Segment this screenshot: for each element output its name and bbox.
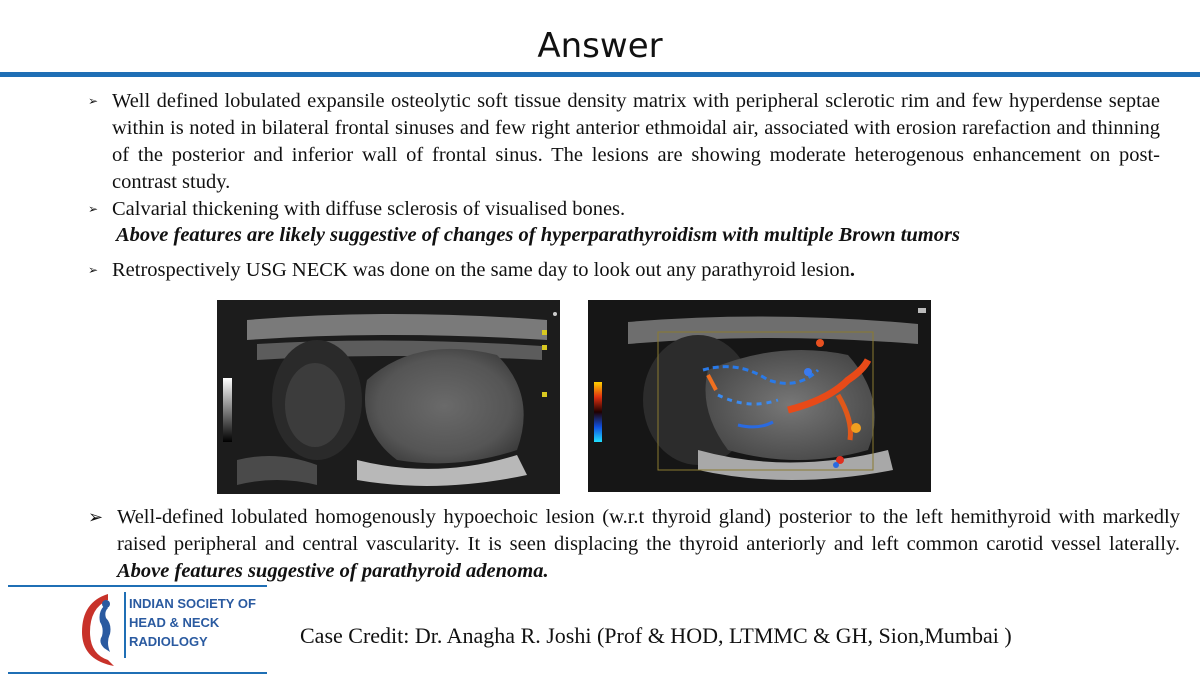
finding-text-3: Retrospectively USG NECK was done on the same day to look out any parathyroid lesion: [112, 259, 850, 281]
society-name-line-2: HEAD & NECK: [129, 615, 220, 630]
slide-title: Answer: [537, 26, 663, 66]
arrow-bullet-icon: ➢: [88, 202, 99, 216]
impression-text: Above features are likely suggestive of changes of hyperparathyroidism with multiple Brown tumors: [116, 224, 960, 246]
ultrasound-grayscale-image: [217, 300, 560, 494]
finding-text-4: Well-defined lobulated homogenously hypoechoic lesion (w.r.t thyroid gland) posterior to the left hemithyroid with markedly raised peripheral and central vascularity. It is seen displacing the thyroid anteriorly and left common carotid vessel laterally.: [117, 506, 1180, 555]
society-name-line-3: RADIOLOGY: [129, 634, 208, 649]
ultrasound-doppler-graphic: [588, 300, 931, 492]
finding-item-3: [88, 257, 1160, 284]
ultrasound-grayscale-graphic: [217, 300, 560, 494]
society-name-line-1: INDIAN SOCIETY OF: [129, 596, 256, 611]
logo-divider: [124, 592, 126, 658]
arrow-bullet-icon: ➢: [88, 94, 99, 108]
finding-text-2: Calvarial thickening with diffuse sclerosis of visualised bones.: [112, 198, 626, 220]
finding-item-2: [88, 196, 1160, 223]
title-divider: [0, 72, 1200, 77]
findings-list: [88, 88, 1160, 223]
logo-bottom-rule: [8, 672, 267, 674]
finding-text-3-period: .: [849, 259, 855, 281]
logo-top-rule: [8, 585, 267, 587]
arrow-bullet-icon: ➢: [88, 263, 99, 277]
ultrasound-doppler-image: [588, 300, 931, 492]
case-credit: Case Credit: Dr. Anagha R. Joshi (Prof & HOD, LTMMC & GH, Sion,Mumbai ): [300, 623, 1012, 648]
society-name: [129, 594, 256, 651]
finding-item-1: [88, 88, 1160, 196]
finding-item-4: [88, 504, 1180, 585]
arrow-bullet-icon: ➢: [88, 507, 104, 528]
ultrasound-findings: [88, 504, 1180, 585]
society-logo-icon: [74, 588, 124, 670]
finding-text-1: Well defined lobulated expansile osteolytic soft tissue density matrix with peripheral sclerotic rim and few hyperdense septae within is noted in bilateral frontal sinuses and few right anterior ethmoidal air, associated with erosion rarefaction and thinning of the posterior and inferior wall of frontal sinus. The lesions are showing moderate heterogenous enhancement on post-contrast study.: [112, 90, 1160, 193]
impression-adenoma: Above features suggestive of parathyroid adenoma.: [117, 560, 549, 582]
